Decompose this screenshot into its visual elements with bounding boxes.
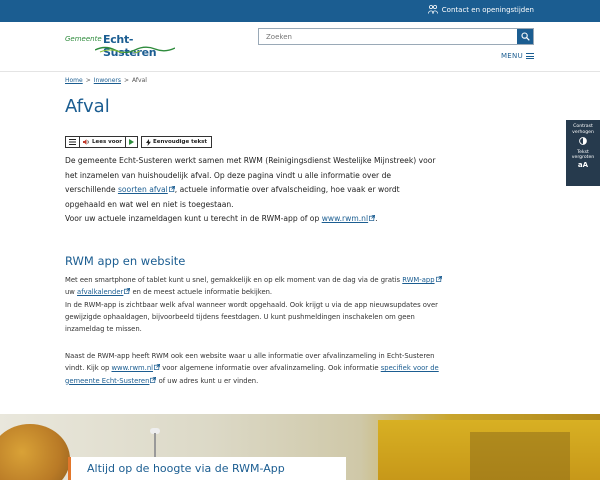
- logo-prefix: Gemeente: [65, 35, 102, 43]
- afvalkalender-link[interactable]: afvalkalender: [77, 288, 124, 297]
- text-size-label: Tekst vergroten: [571, 149, 595, 161]
- hamburger-icon: [526, 53, 534, 59]
- readspeaker-toolbar: [65, 136, 212, 148]
- logo-name: Echt-Susteren: [103, 33, 157, 59]
- intro-text-2: , actuele informatie over afvalscheiding, hoe vaak er wordt opgehaald en wat wel en niet is toegestaan.: [65, 185, 400, 209]
- rwm-website-link[interactable]: www.rwm.nl: [321, 214, 369, 224]
- app-text-1: Met een smartphone of tablet kunt u snel, gemakkelijk en op elk moment van de dag via de gratis: [65, 276, 403, 284]
- people-icon: [428, 5, 438, 14]
- hero-banner: [0, 414, 600, 480]
- speaker-icon: [83, 139, 90, 145]
- listen-button[interactable]: [80, 137, 126, 147]
- play-button[interactable]: [126, 137, 137, 147]
- breadcrumb: [65, 77, 147, 84]
- app-text-3: en de meest actuele informatie bekijken.: [130, 288, 273, 297]
- easy-text-label: Eenvoudige tekst: [153, 139, 208, 145]
- search-icon: [521, 32, 530, 41]
- logo[interactable]: [65, 31, 177, 61]
- website-text-1: Naast de RWM-app heeft RWM ook een website waar u alle informatie over afvalinzameling in Echt-Susteren vindt. Kijk op: [65, 352, 435, 373]
- app-text-4: In de RWM-app is zichtbaar welk afval wanneer wordt opgehaald. Ook krijgt u via de app nieuwsupdates over gewijzigde ophaaldagen, bijvoorbeeld tijdens feestdagen. U kunt pushmeldingen inschakelen om geen inzameldag te missen.: [65, 300, 438, 334]
- website-text-3: of uw adres kunt u er vinden.: [156, 376, 259, 385]
- site-header: [0, 22, 600, 72]
- banner-card-title: Altijd op de hoogte via de RWM-App: [87, 462, 285, 475]
- breadcrumb-separator: >: [124, 77, 130, 84]
- contrast-button[interactable]: [566, 124, 600, 150]
- listen-group: [65, 136, 138, 148]
- rwm-app-link[interactable]: RWM-app: [402, 276, 435, 284]
- app-text-2: uw: [65, 288, 78, 297]
- website-paragraph: [65, 350, 445, 387]
- external-link-icon: [436, 276, 442, 282]
- top-utility-bar: [0, 0, 600, 22]
- contrast-icon: [579, 137, 587, 145]
- breadcrumb-inwoners[interactable]: Inwoners: [93, 77, 121, 84]
- rwm-nl-link[interactable]: www.rwm.nl: [111, 364, 154, 373]
- intro-text: [65, 154, 440, 227]
- breadcrumb-separator: >: [85, 77, 91, 84]
- banner-truck-detail: [470, 432, 570, 480]
- soorten-afval-link[interactable]: soorten afval: [117, 185, 168, 195]
- contact-link[interactable]: [428, 5, 534, 14]
- specific-municipality-link[interactable]: specifiek voor de gemeente Echt-Susteren: [65, 364, 439, 385]
- search-box: [258, 28, 534, 45]
- contact-label: Contact en openingstijden: [441, 5, 534, 14]
- lightning-icon: [146, 139, 151, 146]
- listen-label: Lees voor: [92, 139, 123, 145]
- settings-button[interactable]: [66, 137, 80, 147]
- list-icon: [69, 139, 76, 145]
- breadcrumb-home[interactable]: Home: [65, 77, 83, 84]
- section-heading: RWM app en website: [65, 254, 186, 268]
- logo-wave-icon: [95, 45, 175, 53]
- text-size-icon: aA: [577, 160, 589, 169]
- search-input[interactable]: [259, 29, 517, 44]
- menu-button[interactable]: [501, 52, 534, 60]
- contrast-label: Contrast verhogen: [572, 124, 594, 135]
- text-size-button[interactable]: [566, 150, 600, 169]
- easy-text-button[interactable]: [141, 136, 212, 148]
- page-title: Afval: [65, 96, 110, 117]
- intro-text-4: .: [375, 214, 378, 224]
- website-text-2: voor algemene informatie over afvalinzameling. Ook informatie: [160, 364, 381, 373]
- banner-card[interactable]: [68, 457, 346, 480]
- menu-label: MENU: [500, 52, 523, 60]
- accessibility-widget: [566, 120, 600, 186]
- app-paragraph: [65, 274, 445, 335]
- play-icon: [129, 139, 134, 145]
- breadcrumb-current: Afval: [132, 77, 147, 84]
- search-button[interactable]: [517, 29, 533, 44]
- intro-text-3: Voor uw actuele inzameldagen kunt u terecht in de RWM-app of op: [65, 214, 322, 224]
- intro-text-1: De gemeente Echt-Susteren werkt samen met RWM (Reinigingsdienst Westelijke Mijnstreek) voor het inzamelen van huishoudelijk afval. Op deze pagina vindt u alle informatie over de verschillende: [65, 156, 436, 195]
